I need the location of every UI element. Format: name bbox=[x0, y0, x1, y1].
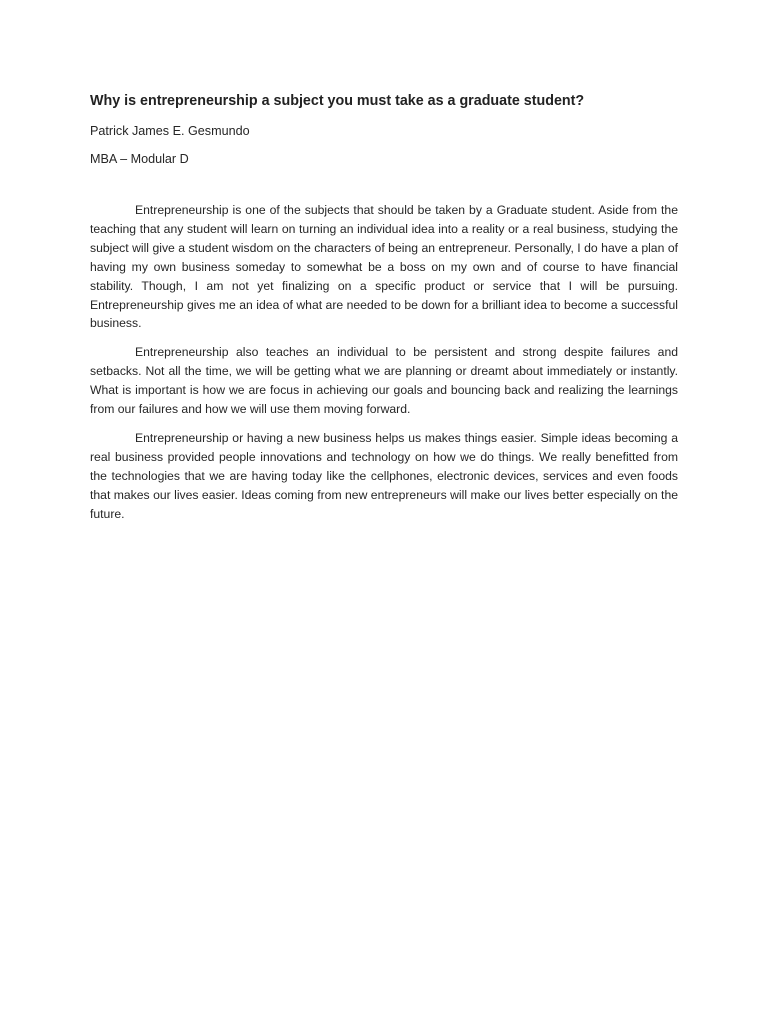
program-name: MBA – Modular D bbox=[90, 152, 189, 166]
paragraph-1: Entrepreneurship is one of the subjects that should be taken by a Graduate student. Aside from the teaching that any student will learn on turning an individual idea into a reality or a real business, studying the subject will give a student wisdom on the characters of being an entrepreneur. Personally, I do have a plan of having my own business someday to somewhat be a boss on my own and of course to have financial stability. Though, I am not yet finalizing on a specific product or service that I will be pursuing. Entrepreneurship gives me an idea of what are needed to be down for a brilliant idea to become a successful business. bbox=[90, 203, 678, 331]
paragraph-3: Entrepreneurship or having a new business helps us makes things easier. Simple ideas becoming a real business provided people innovations and technology on how we do things. We really benefitted from the technologies that we are having today like the cellphones, electronic devices, services and even foods that makes our lives easier. Ideas coming from new entrepreneurs will make our lives better especially on the future. bbox=[90, 430, 678, 521]
paragraph-2: Entrepreneurship also teaches an individual to be persistent and strong despite failures and setbacks. Not all the time, we will be getting what we are planning or dreamt about immediately or instantly. What is important is how we are focus in achieving our goals and bouncing back and realizing the learnings from our failures and how we will use them moving forward. bbox=[90, 345, 678, 417]
document-content bbox=[90, 91, 678, 534]
author-name: Patrick James E. Gesmundo bbox=[90, 124, 250, 138]
document-title: Why is entrepreneurship a subject you must take as a graduate student? bbox=[90, 93, 585, 109]
essay-body bbox=[90, 201, 678, 524]
